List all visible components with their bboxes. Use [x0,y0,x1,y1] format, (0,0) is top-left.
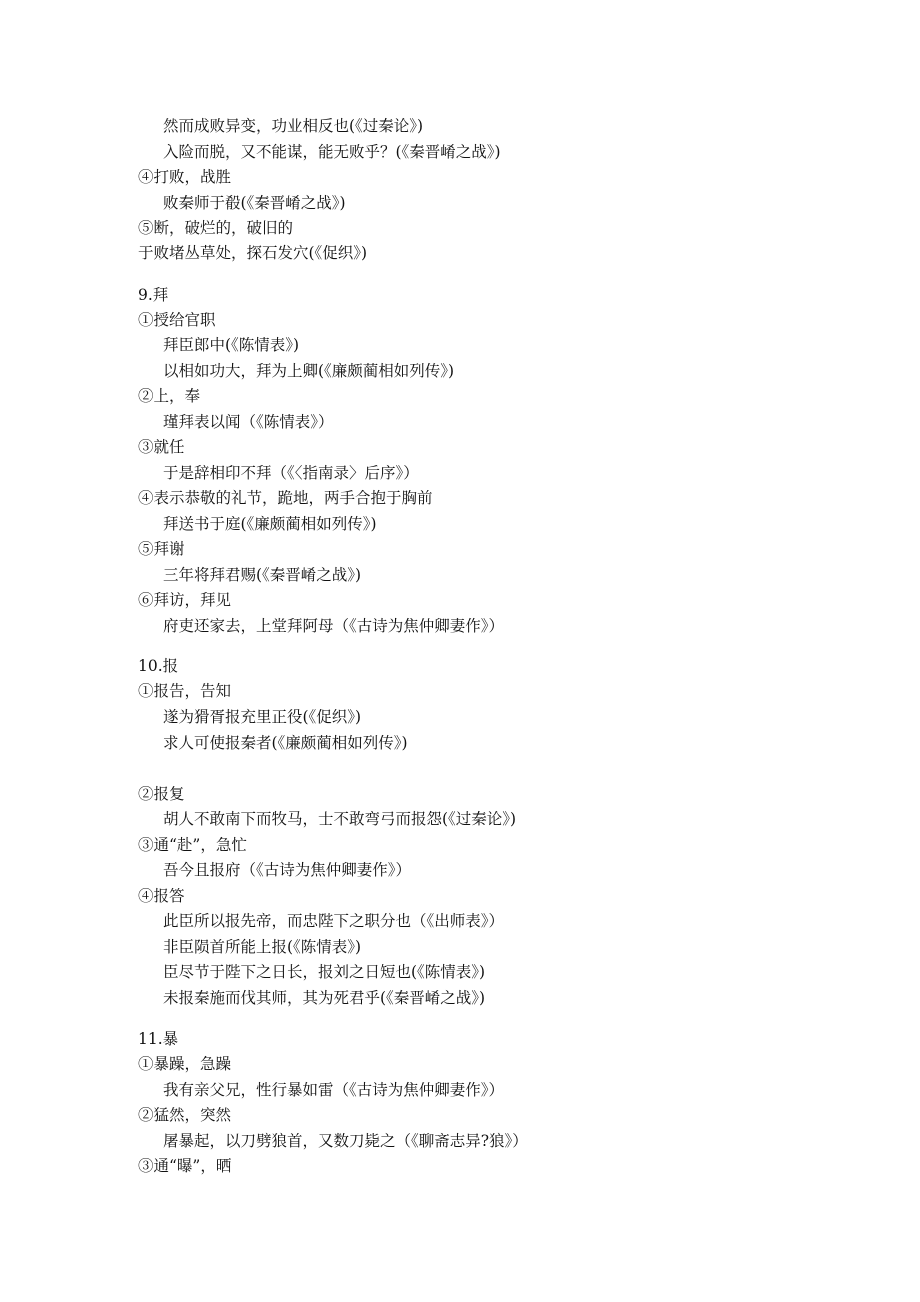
text-line: 未报秦施而伐其师，其为死君乎(《秦晋崤之战》) [163,989,486,1007]
text-line: ⑤断，破烂的，破旧的 [138,219,294,237]
text-line: 吾今且报府（《古诗为焦仲卿妻作》） [163,861,412,879]
text-line: 拜臣郎中(《陈情表》) [163,336,300,354]
section-heading: 11.暴 [138,1030,179,1048]
text-line: 臣尽节于陛下之日长，报刘之日短也(《陈情表》) [163,963,486,981]
text-line: 此臣所以报先帝，而忠陛下之职分也（《出师表》） [163,912,505,930]
section-heading: 9.拜 [138,286,169,304]
text-line: 府吏还家去，上堂拜阿母（《古诗为焦仲卿妻作》） [163,617,505,635]
text-line: 求人可使报秦者(《廉颇蔺相如列传》) [163,734,408,752]
text-line: ④打败，战胜 [138,168,232,186]
text-line: 三年将拜君赐(《秦晋崤之战》) [163,566,362,584]
text-line: ③通“赴”，急忙 [138,836,247,854]
text-line: 遂为猾胥报充里正役(《促织》) [163,708,362,726]
text-line: ③就任 [138,438,185,456]
text-line: ②猛然，突然 [138,1106,232,1124]
text-line: 于是辞相印不拜（《〈指南录〉后序》） [163,464,419,482]
text-line: ④报答 [138,887,185,905]
text-line: ④表示恭敬的礼节，跪地，两手合抱于胸前 [138,489,433,507]
text-line: 我有亲父兄，性行暴如雷（《古诗为焦仲卿妻作》） [163,1081,505,1099]
text-line: 入险而脱，又不能谋，能无败乎？(《秦晋崤之战》) [163,143,501,161]
text-line: 然而成败异变，功业相反也(《过秦论》) [163,117,424,135]
text-line: ⑥拜访，拜见 [138,591,232,609]
text-line: 胡人不敢南下而牧马，士不敢弯弓而报怨(《过秦论》) [163,810,517,828]
text-line: ⑤拜谢 [138,540,185,558]
text-line: 拜送书于庭(《廉颇蔺相如列传》) [163,515,377,533]
text-line: 瑾拜表以闻（《陈情表》） [163,413,334,431]
section-heading: 10.报 [138,657,179,675]
text-line: ①授给官职 [138,311,216,329]
text-line: ②报复 [138,785,185,803]
text-line: ②上，奉 [138,387,201,405]
text-line: 屠暴起，以刀劈狼首，又数刀毙之（《聊斋志异?狼》） [163,1132,528,1150]
text-line: 以相如功大，拜为上卿(《廉颇蔺相如列传》) [163,362,455,380]
text-line: 于败堵丛草处，探石发穴(《促织》) [138,244,368,262]
text-line: 非臣陨首所能上报(《陈情表》) [163,938,362,956]
text-line: ①报告，告知 [138,682,232,700]
text-line: ③通“曝”，晒 [138,1157,232,1175]
text-line: 败秦师于殽(《秦晋崤之战》) [163,194,346,212]
text-line: ①暴躁，急躁 [138,1055,232,1073]
